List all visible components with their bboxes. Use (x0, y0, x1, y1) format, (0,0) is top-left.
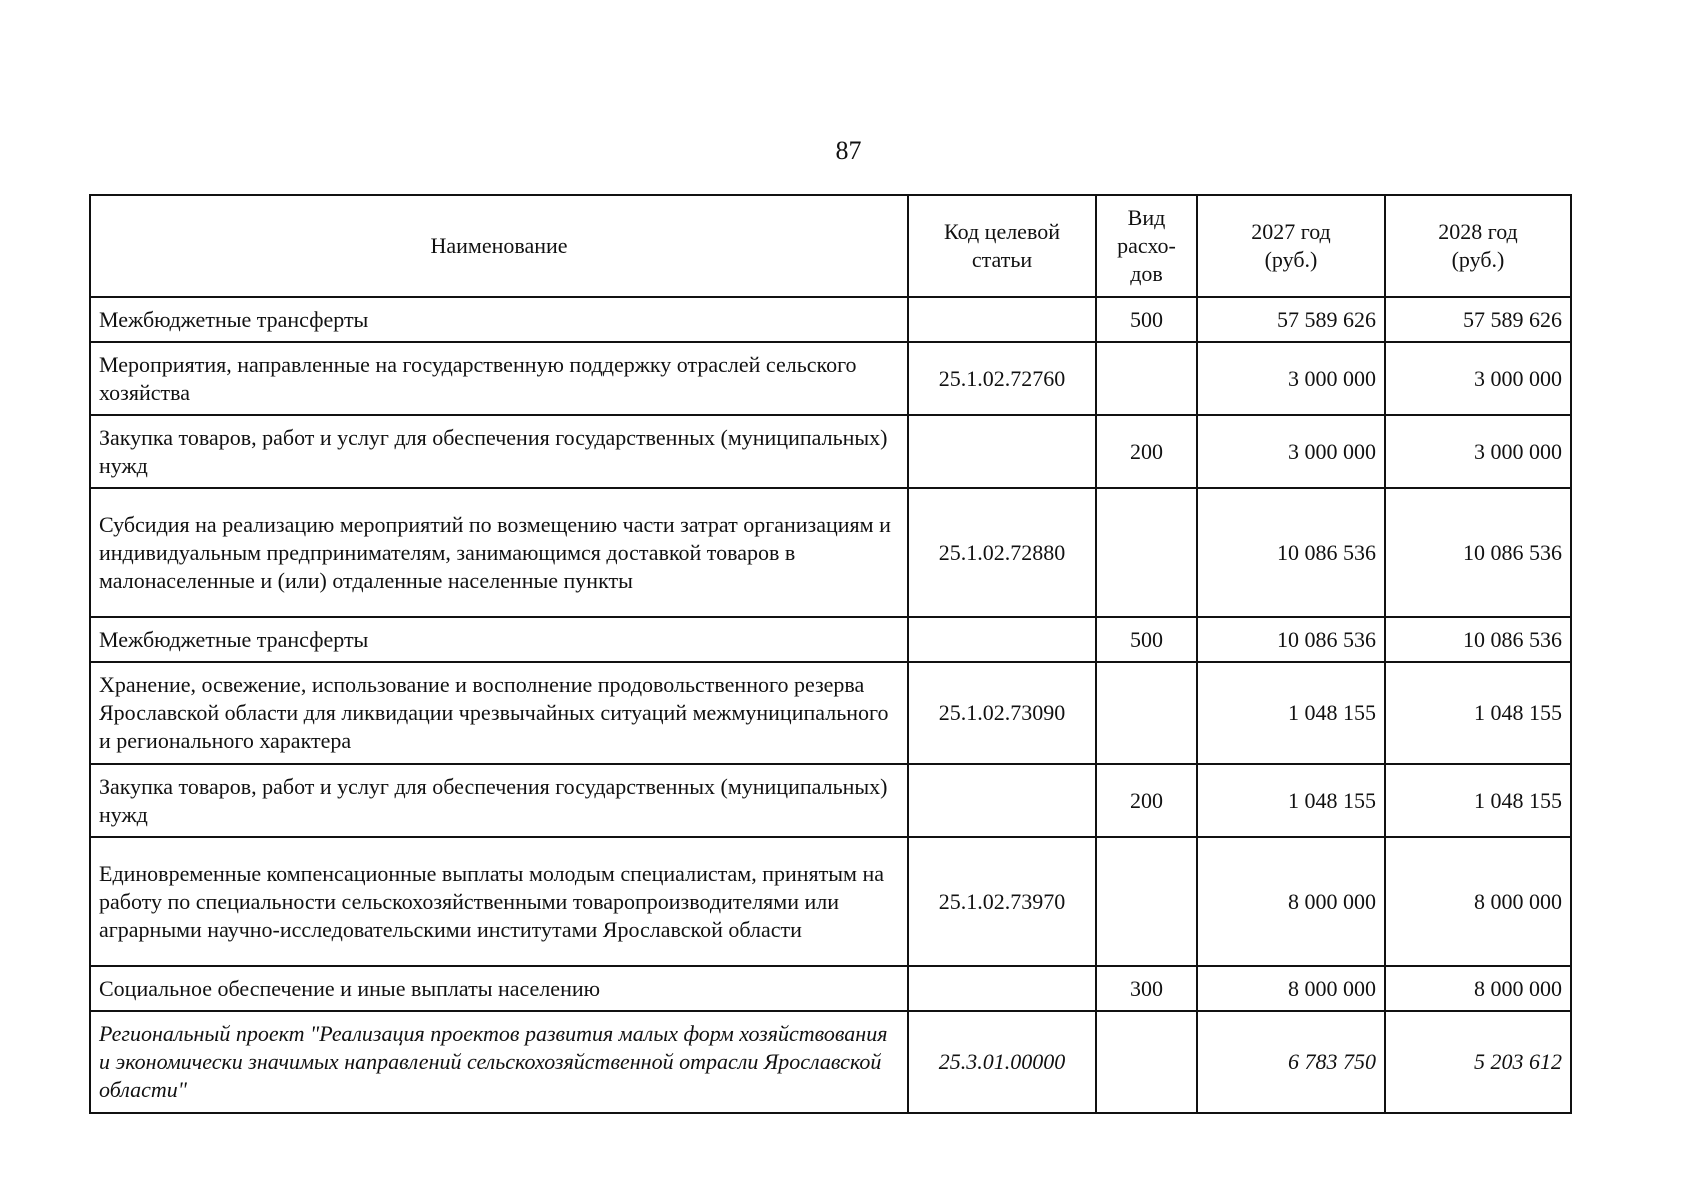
table-row (90, 1011, 1571, 1113)
cell-name: Единовременные компенсационные выплаты молодым специалистам, принятым на работу по специальности сельскохозяйственными товаропроизводителями или аграрными научно-исследовательскими институтами Ярославской области (90, 837, 908, 966)
header-2028-line: (руб.) (1451, 247, 1505, 272)
cell-2027: 8 000 000 (1197, 966, 1385, 1011)
cell-kind (1096, 1011, 1197, 1113)
header-2027 (1197, 195, 1385, 297)
table-row (90, 297, 1571, 342)
cell-2028: 5 203 612 (1385, 1011, 1571, 1113)
cell-code: 25.1.02.73970 (908, 837, 1096, 966)
cell-kind: 200 (1096, 764, 1197, 837)
cell-2027: 3 000 000 (1197, 342, 1385, 415)
cell-2027: 1 048 155 (1197, 662, 1385, 764)
header-2027-line: (руб.) (1264, 247, 1318, 272)
header-name: Наименование (90, 195, 908, 297)
cell-2027: 3 000 000 (1197, 415, 1385, 488)
cell-2027: 8 000 000 (1197, 837, 1385, 966)
cell-name: Мероприятия, направленные на государственную поддержку отраслей сельского хозяйства (90, 342, 908, 415)
cell-name: Закупка товаров, работ и услуг для обеспечения государственных (муниципальных) нужд (90, 415, 908, 488)
header-kind-line: расхо- (1117, 233, 1176, 258)
header-kind (1096, 195, 1197, 297)
header-code (908, 195, 1096, 297)
cell-code: 25.1.02.73090 (908, 662, 1096, 764)
cell-code: 25.3.01.00000 (908, 1011, 1096, 1113)
cell-2028: 3 000 000 (1385, 342, 1571, 415)
page-number: 87 (835, 136, 862, 165)
header-2028-line: 2028 год (1438, 219, 1518, 244)
header-2028 (1385, 195, 1571, 297)
cell-name: Региональный проект "Реализация проектов развития малых форм хозяйствования и экономически значимых направлений сельскохозяйственной отрасли Ярославской области" (90, 1011, 908, 1113)
cell-code: 25.1.02.72880 (908, 488, 1096, 617)
cell-kind: 500 (1096, 617, 1197, 662)
cell-name: Межбюджетные трансферты (90, 617, 908, 662)
cell-2027: 1 048 155 (1197, 764, 1385, 837)
table-row (90, 342, 1571, 415)
cell-code (908, 415, 1096, 488)
header-kind-line: дов (1130, 261, 1163, 286)
budget-table (89, 194, 1572, 1114)
header-code-line: статьи (971, 247, 1033, 272)
cell-kind (1096, 488, 1197, 617)
cell-2027: 10 086 536 (1197, 617, 1385, 662)
cell-2028: 3 000 000 (1385, 415, 1571, 488)
cell-code: 25.1.02.72760 (908, 342, 1096, 415)
cell-code (908, 617, 1096, 662)
cell-2028: 8 000 000 (1385, 966, 1571, 1011)
cell-2028: 1 048 155 (1385, 764, 1571, 837)
table-header-row (90, 195, 1571, 297)
cell-kind (1096, 662, 1197, 764)
cell-2028: 8 000 000 (1385, 837, 1571, 966)
table-row (90, 488, 1571, 617)
cell-code (908, 966, 1096, 1011)
table-row (90, 415, 1571, 488)
cell-kind (1096, 342, 1197, 415)
cell-kind (1096, 837, 1197, 966)
cell-name: Хранение, освежение, использование и восполнение продовольственного резерва Ярославской области для ликвидации чрезвычайных ситуаций межмуниципального и регионального характера (90, 662, 908, 764)
cell-2028: 1 048 155 (1385, 662, 1571, 764)
cell-name: Закупка товаров, работ и услуг для обеспечения государственных (муниципальных) нужд (90, 764, 908, 837)
table-row (90, 966, 1571, 1011)
table-row (90, 662, 1571, 764)
table-row (90, 764, 1571, 837)
cell-kind: 300 (1096, 966, 1197, 1011)
cell-kind: 500 (1096, 297, 1197, 342)
cell-2027: 6 783 750 (1197, 1011, 1385, 1113)
header-kind-line: Вид (1127, 205, 1166, 230)
cell-2028: 10 086 536 (1385, 617, 1571, 662)
cell-2028: 57 589 626 (1385, 297, 1571, 342)
cell-code (908, 297, 1096, 342)
cell-2027: 57 589 626 (1197, 297, 1385, 342)
cell-2027: 10 086 536 (1197, 488, 1385, 617)
table-row (90, 617, 1571, 662)
cell-name: Субсидия на реализацию мероприятий по возмещению части затрат организациям и индивидуальным предпринимателям, занимающимся доставкой товаров в малонаселенные и (или) отдаленные населенные пункты (90, 488, 908, 617)
table-row (90, 837, 1571, 966)
cell-name: Межбюджетные трансферты (90, 297, 908, 342)
cell-2028: 10 086 536 (1385, 488, 1571, 617)
cell-code (908, 764, 1096, 837)
cell-name: Социальное обеспечение и иные выплаты населению (90, 966, 908, 1011)
cell-kind: 200 (1096, 415, 1197, 488)
header-code-line: Код целевой (944, 219, 1060, 244)
header-2027-line: 2027 год (1251, 219, 1331, 244)
